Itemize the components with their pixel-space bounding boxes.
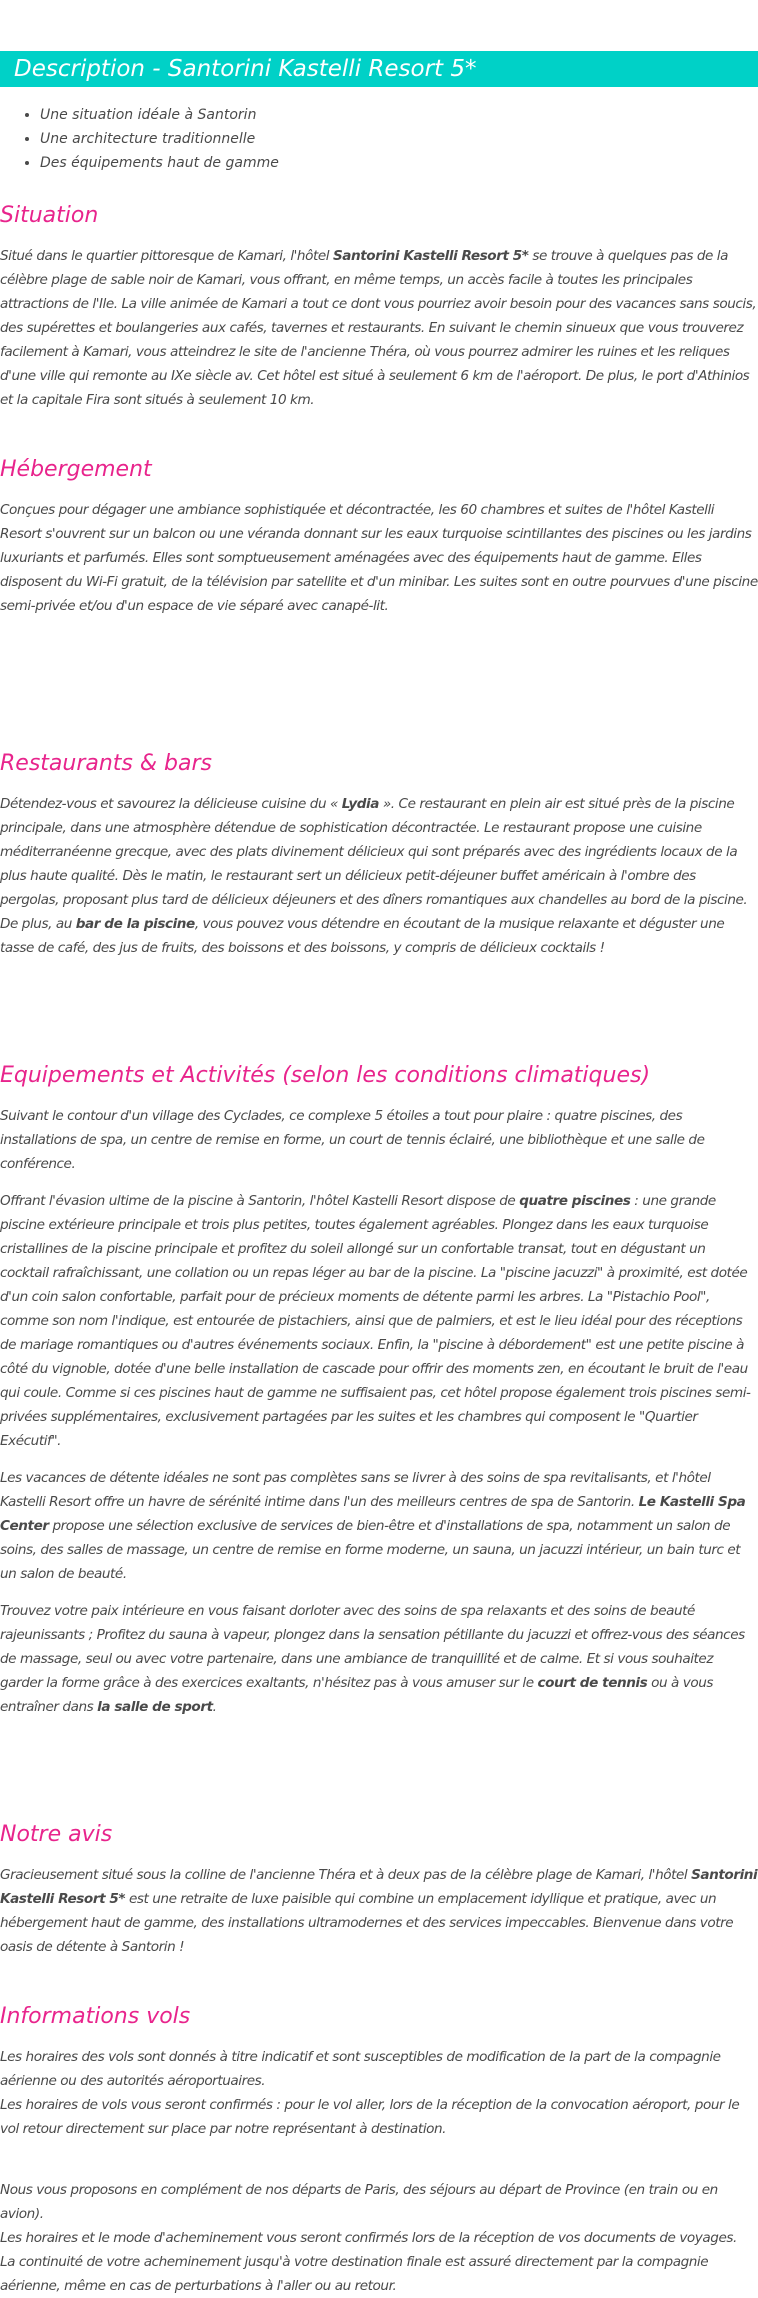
spacer [0,2154,758,2178]
section-avis [0,1820,758,1959]
spacer [0,973,758,1061]
avis-paragraph [0,1863,758,1959]
vols-line: Les horaires et le mode d'acheminement vous seront confirmés lors de la réception de vos documents de voyages. [0,2230,737,2246]
spacer [0,631,758,749]
situation-paragraph [0,244,758,412]
text-run: propose une sélection exclusive de services de bien-être et d'installations de spa, notamment un salon de soins, des salles de massage, un centre de remise en forme moderne, un sauna, un jacuzzi intérieur, un bain turc et un salon de beauté. [0,1518,741,1582]
pool-bar-bold: bar de la piscine [75,916,195,932]
restaurants-paragraph [0,792,758,960]
section-vols [0,2002,758,2298]
text-run: Offrant l'évasion ultime de la piscine à Santorin, l'hôtel Kastelli Resort dispose de [0,1193,520,1209]
section-situation [0,201,758,412]
spacer [0,1972,758,2002]
text-run: Situé dans le quartier pittoresque de Kamari, l'hôtel [0,248,333,264]
highlight-item: • Une situation idéale à Santorin [40,103,758,127]
restaurants-heading: Restaurants & bars [0,751,212,776]
highlights-list [0,103,758,175]
vols-heading: Informations vols [0,2004,191,2029]
text-run: Détendez-vous et savourez la délicieuse cuisine du « [0,796,342,812]
vols-block-2 [0,2178,758,2298]
hebergement-paragraph: Conçues pour dégager une ambiance sophistiquée et décontractée, les 60 chambres et suites de l'hôtel Kastelli Resort s'ouvrent sur un balcon ou une véranda donnant sur les eaux turquoise scintillantes des piscines ou les jardins luxuriants et parfumés. Elles sont somptueusement aménagées avec des équipements haut de gamme. Elles disposent du Wi-Fi gratuit, de la télévision par satellite et d'un minibar. Les suites sont en outre pourvues d'une piscine semi-privée et/ou d'un espace de vie séparé avec canapé-lit. [0,502,758,614]
equipements-heading: Equipements et Activités (selon les conditions climatiques) [0,1063,651,1088]
highlight-item: • Une architecture traditionnelle [40,127,758,151]
hebergement-heading: Hébergement [0,457,152,482]
text-run: . [212,1699,217,1715]
text-run: est une retraite de luxe paisible qui combine un emplacement idyllique et pratique, avec un hébergement haut de gamme, des installations ultramodernes et des services impeccables. Bienvenue dans votre oasis de détente à Santorin ! [0,1891,734,1955]
situation-heading: Situation [0,203,99,228]
text-run: ». Ce restaurant en plein air est situé près de la piscine principale, dans une atmosphère détendue de sophistication décontractée. Le restaurant propose une cuisine méditerranéenne grecque, avec des plats divinement délicieux qui sont préparés avec des ingrédients locaux de la plus haute qualité. Dès le matin, le restaurant sert un délicieux petit-déjeuner buffet américain à l'ombre des pergolas, proposant plus tard de délicieux déjeuners et des dîners romantiques aux chandelles au bord de la piscine. De plus, au [0,796,748,932]
section-equipements [0,1061,758,1719]
hotel-name-bold: Santorini Kastelli Resort 5* [332,248,529,264]
title-bar [0,51,758,87]
gym-bold: la salle de sport [97,1699,213,1715]
hotel-name-bold: Santorini Kastelli Resort 5* [0,1867,758,1907]
vols-line: Les horaires des vols sont donnés à titre indicatif et sont susceptibles de modification de la part de la compagnie aérienne ou des autorités aéroportuaires. [0,2049,721,2089]
text-run: ou à vous entraîner dans [0,1675,714,1715]
pools-bold: quatre piscines [519,1193,631,1209]
restaurant-name-bold: Lydia [341,796,379,812]
section-hebergement [0,455,758,618]
equipements-paragraph-3 [0,1466,758,1586]
equipements-paragraph-4 [0,1599,758,1719]
page-title: Description - Santorini Kastelli Resort 5* [14,56,477,82]
vols-line: La continuité de votre acheminement jusqu'à votre destination finale est assuré directement par la compagnie aérienne, même en cas de perturbations à l'aller ou au retour. [0,2254,709,2294]
avis-heading: Notre avis [0,1822,113,1847]
spa-name-bold: Le Kastelli Spa Center [0,1494,746,1534]
equipements-paragraph-1: Suivant le contour d'un village des Cyclades, ce complexe 5 étoiles a tout pour plaire : quatre piscines, des installations de spa, un centre de remise en forme, un court de tennis éclairé, une bibliothèque et une salle de conférence. [0,1108,705,1172]
text-run: Trouvez votre paix intérieure en vous faisant dorloter avec des soins de spa relaxants et des soins de beauté rajeunissants ; Profitez du sauna à vapeur, plongez dans la sensation pétillante du jacuzzi et offrez-vous des séances de massage, seul ou avec votre partenaire, dans une ambiance de tranquillité et de calme. Et si vous souhaitez garder la forme grâce à des exercices exaltants, n'hésitez pas à vous amuser sur le [0,1603,745,1691]
vols-block-1 [0,2045,758,2141]
vols-line: Les horaires de vols vous seront confirmés : pour le vol aller, lors de la réception de la convocation aéroport, pour le vol retour directement sur place par notre représentant à destination. [0,2097,740,2137]
spacer [0,1732,758,1820]
text-run: Gracieusement situé sous la colline de l'ancienne Théra et à deux pas de la célèbre plage de Kamari, l'hôtel [0,1867,692,1883]
equipements-paragraph-2 [0,1189,758,1453]
vols-line: Nous vous proposons en complément de nos départs de Paris, des séjours au départ de Province (en train ou en avion). [0,2182,718,2222]
text-run: : une grande piscine extérieure principale et trois plus petites, toutes également agréables. Plongez dans les eaux turquoise cristallines de la piscine principale et profitez du soleil allongé sur un confortable transat, tout en dégustant un cocktail rafraîchissant, une collation ou un repas léger au bar de la piscine. La "piscine jacuzzi" à proximité, est dotée d'un coin salon confortable, parfait pour de précieux moments de détente parmi les arbres. La "Pistachio Pool", comme son nom l'indique, est entourée de pistachiers, ainsi que de palmiers, et est le lieu idéal pour des réceptions de mariage romantiques ou d'autres événements sociaux. Enfin, la "piscine à débordement" est une petite piscine à côté du vignoble, dotée d'une belle installation de cascade pour offrir des moments zen, en écoutant le bruit de l'eau qui coule. Comme si ces piscines haut de gamme ne suffisaient pas, cet hôtel propose également trois piscines semi-privées supplémentaires, exclusivement partagées par les suites et les chambres qui composent le "Quartier Exécutif". [0,1193,751,1449]
tennis-bold: court de tennis [537,1675,648,1691]
text-run: , vous pouvez vous détendre en écoutant de la musique relaxante et déguster une tasse de café, des jus de fruits, des boissons et des boissons, y compris de délicieux cocktails ! [0,916,725,956]
spacer [0,425,758,455]
text-run: se trouve à quelques pas de la célèbre plage de sable noir de Kamari, vous offrant, en même temps, un accès facile à toutes les principales attractions de l'Ile. La ville animée de Kamari a tout ce dont vous pourriez avoir besoin pour des vacances sans soucis, des supérettes et boulangeries aux cafés, tavernes et restaurants. En suivant le chemin sinueux que vous trouverez facilement à Kamari, vous atteindrez le site de l'ancienne Théra, où vous pourrez admirer les ruines et les reliques d'une ville qui remonte au IXe siècle av. Cet hôtel est situé à seulement 6 km de l'aéroport. De plus, le port d'Athinios et la capitale Fira sont situés à seulement 10 km. [0,248,757,408]
text-run: Les vacances de détente idéales ne sont pas complètes sans se livrer à des soins de spa revitalisants, et l'hôtel Kastelli Resort offre un havre de sérénité intime dans l'un des meilleurs centres de spa de Santorin. [0,1470,711,1510]
section-restaurants [0,749,758,960]
highlight-item: • Des équipements haut de gamme [40,151,758,175]
